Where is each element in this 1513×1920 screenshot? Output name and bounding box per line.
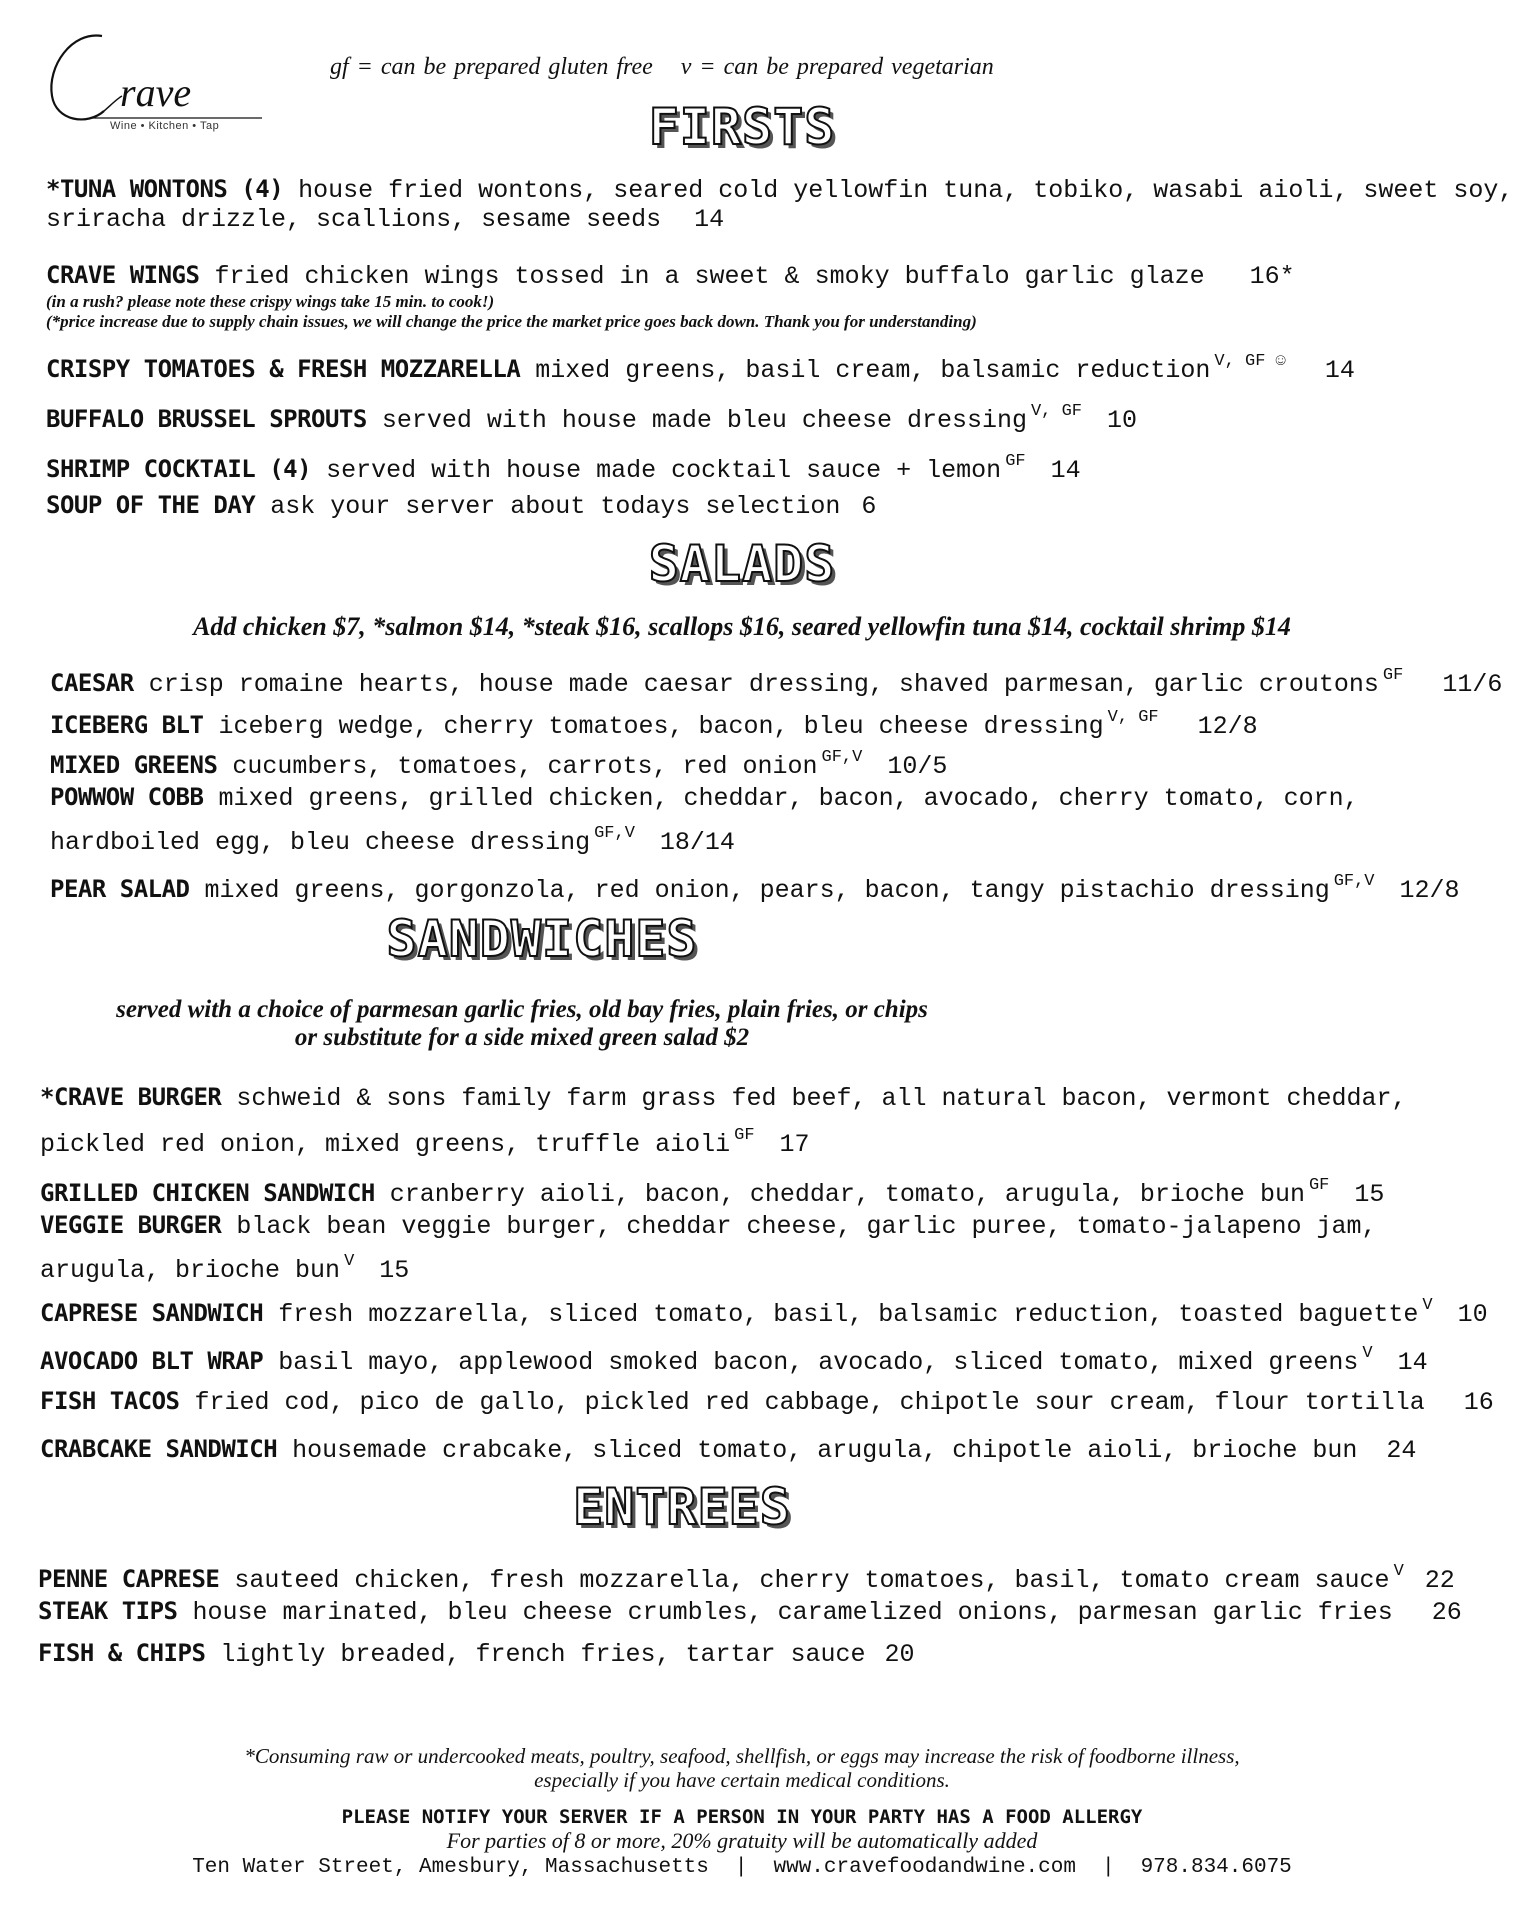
sides-line-2: or substitute for a side mixed green salad $2 xyxy=(294,1024,750,1051)
dietary-badge: GF,V xyxy=(821,748,863,767)
menu-item xyxy=(50,742,947,782)
dietary-badge: GF,V xyxy=(594,824,635,843)
item-price: 17 xyxy=(779,1130,810,1159)
v-legend: v = can be prepared vegetarian xyxy=(680,54,994,80)
sandwiches-title: SANDWICHES xyxy=(386,910,698,968)
item-price: 14 xyxy=(1397,1348,1428,1377)
dietary-badge: V xyxy=(1422,1296,1433,1315)
item-name: SOUP OF THE DAY xyxy=(46,491,256,519)
item-desc: cranberry aioli, bacon, cheddar, tomato, arugula, brioche bun xyxy=(389,1180,1305,1209)
item-price: 18/14 xyxy=(659,828,735,857)
item-desc: sriracha drizzle, scallions, sesame seeds xyxy=(46,205,662,234)
item-desc: house fried wontons, seared cold yellowfin tuna, tobiko, wasabi aioli, sweet soy, xyxy=(298,176,1513,205)
item-name: AVOCADO BLT WRAP xyxy=(40,1347,264,1375)
menu-item xyxy=(38,1638,915,1670)
item-name: SHRIMP COCKTAIL (4) xyxy=(46,455,312,483)
item-desc: mixed greens, basil cream, balsamic reduction xyxy=(535,356,1211,385)
item-desc: served with house made cocktail sauce + lemon xyxy=(326,456,1002,485)
address: Ten Water Street, Amesbury, Massachusetts xyxy=(192,1856,709,1879)
item-desc: hardboiled egg, bleu cheese dressing xyxy=(50,828,591,857)
item-price: 14 xyxy=(1324,356,1355,385)
item-desc: housemade crabcake, sliced tomato, arugula, chipotle aioli, brioche bun xyxy=(292,1436,1358,1465)
firsts-title: FIRSTS xyxy=(648,98,836,156)
item-name: PENNE CAPRESE xyxy=(38,1565,220,1593)
item-name: ICEBERG BLT xyxy=(50,711,204,739)
item-desc: fresh mozzarella, sliced tomato, basil, balsamic reduction, toasted baguette xyxy=(278,1300,1419,1329)
item-desc: fried chicken wings tossed in a sweet & smoky buffalo garlic glaze xyxy=(214,262,1205,291)
item-desc: basil mayo, applewood smoked bacon, avocado, sliced tomato, mixed greens xyxy=(278,1348,1359,1377)
item-price: 16* xyxy=(1249,262,1295,291)
item-desc: pickled red onion, mixed greens, truffle aioli xyxy=(40,1130,731,1159)
menu-item xyxy=(40,1290,1488,1330)
item-name: CAESAR xyxy=(50,669,134,697)
dietary-badge: GF xyxy=(1005,452,1026,471)
menu-item xyxy=(40,1082,1407,1114)
disclaimer-line-1: *Consuming raw or undercooked meats, poultry, seafood, shellfish, or eggs may increase the risk of foodborne illness, xyxy=(244,1744,1240,1768)
menu-item xyxy=(46,260,1295,292)
item-price: 10/5 xyxy=(887,752,948,781)
item-desc: mixed greens, grilled chicken, cheddar, bacon, avocado, cherry tomato, corn, xyxy=(218,784,1359,813)
item-name: MIXED GREENS xyxy=(50,751,218,779)
item-desc: iceberg wedge, cherry tomatoes, bacon, bleu cheese dressing xyxy=(218,712,1104,741)
menu-item-cont xyxy=(40,1246,409,1286)
wings-note: (in a rush? please note these crispy wings take 15 min. to cook!) xyxy=(46,292,495,311)
gf-legend: gf = can be prepared gluten free xyxy=(330,54,653,80)
menu-item xyxy=(50,866,1460,906)
item-desc: lightly breaded, french fries, tartar sauce xyxy=(220,1640,866,1669)
item-name: CRABCAKE SANDWICH xyxy=(40,1435,278,1463)
item-name: CRAVE WINGS xyxy=(46,261,200,289)
item-price: 22 xyxy=(1424,1566,1455,1595)
item-desc: cucumbers, tomatoes, carrots, red onion xyxy=(232,752,818,781)
menu-item-cont xyxy=(40,1120,810,1160)
price-note: (*price increase due to supply chain issues, we will change the price the market price goes back down. Thank you for understanding) xyxy=(46,312,977,331)
gratuity-notice: For parties of 8 or more, 20% gratuity will be automatically added xyxy=(446,1828,1038,1853)
item-price: 10 xyxy=(1457,1300,1488,1329)
item-price: 14 xyxy=(694,205,725,234)
menu-item-cont xyxy=(46,204,724,235)
menu-item xyxy=(46,346,1355,386)
item-price: 12/8 xyxy=(1399,876,1460,905)
disclaimer-line-2: especially if you have certain medical conditions. xyxy=(534,1768,950,1792)
item-name: FISH TACOS xyxy=(40,1387,180,1415)
item-price: 11/6 xyxy=(1442,670,1503,699)
item-price: 10 xyxy=(1107,406,1138,435)
item-desc: ask your server about todays selection xyxy=(270,492,841,521)
menu-item xyxy=(46,446,1081,486)
salad-addons: Add chicken $7, *salmon $14, *steak $16, scallops $16, seared yellowfin tuna $14, cocktail shrimp $14 xyxy=(193,612,1291,641)
entrees-title: ENTREES xyxy=(573,1478,791,1536)
item-price: 12/8 xyxy=(1197,712,1258,741)
item-price: 20 xyxy=(884,1640,915,1669)
menu-item xyxy=(46,174,1513,206)
item-desc: mixed greens, gorgonzola, red onion, pears, bacon, tangy pistachio dressing xyxy=(204,876,1330,905)
menu-item xyxy=(50,660,1502,700)
item-price: 6 xyxy=(861,492,877,521)
item-desc: served with house made bleu cheese dressing xyxy=(381,406,1027,435)
menu-item xyxy=(50,782,1359,814)
menu-item xyxy=(38,1596,1462,1628)
item-name: GRILLED CHICKEN SANDWICH xyxy=(40,1179,375,1207)
dietary-badge: V, GF ☺ xyxy=(1214,352,1286,371)
menu-item xyxy=(40,1386,1494,1418)
svg-text:rave: rave xyxy=(120,70,192,115)
item-name: VEGGIE BURGER xyxy=(40,1211,222,1239)
item-name: STEAK TIPS xyxy=(38,1597,178,1625)
item-desc: house marinated, bleu cheese crumbles, caramelized onions, parmesan garlic fries xyxy=(192,1598,1393,1627)
item-price: 24 xyxy=(1386,1436,1417,1465)
menu-item xyxy=(46,396,1137,436)
website-link[interactable]: www.cravefoodandwine.com xyxy=(773,1856,1076,1879)
item-desc: arugula, brioche bun xyxy=(40,1256,341,1285)
item-price: 26 xyxy=(1431,1598,1462,1627)
sides-line-1: served with a choice of parmesan garlic fries, old bay fries, plain fries, or chips xyxy=(116,996,928,1023)
menu-item xyxy=(40,1210,1377,1242)
separator: | xyxy=(734,1856,748,1879)
item-desc: sauteed chicken, fresh mozzarella, cherry tomatoes, basil, tomato cream sauce xyxy=(234,1566,1390,1595)
item-name: CAPRESE SANDWICH xyxy=(40,1299,264,1327)
item-desc: schweid & sons family farm grass fed beef, all natural bacon, vermont cheddar, xyxy=(236,1084,1407,1113)
menu-item-cont xyxy=(50,818,735,858)
dietary-badge: V, GF xyxy=(1030,402,1082,421)
item-desc: black bean veggie burger, cheddar cheese, garlic puree, tomato-jalapeno jam, xyxy=(236,1212,1377,1241)
item-name: FISH & CHIPS xyxy=(38,1639,206,1667)
dietary-badge: V xyxy=(344,1252,355,1271)
item-price: 15 xyxy=(1354,1180,1385,1209)
separator: | xyxy=(1101,1856,1115,1879)
item-price: 15 xyxy=(379,1256,410,1285)
item-desc: fried cod, pico de gallo, pickled red cabbage, chipotle sour cream, flour tortilla xyxy=(194,1388,1425,1417)
dietary-badge: GF,V xyxy=(1333,872,1375,891)
dietary-badge: GF xyxy=(734,1126,755,1145)
menu-item xyxy=(50,702,1258,742)
menu-item xyxy=(40,1170,1384,1210)
dietary-badge: GF xyxy=(1308,1176,1330,1195)
dietary-badge: GF xyxy=(1382,666,1404,685)
item-name: BUFFALO BRUSSEL SPROUTS xyxy=(46,405,367,433)
dietary-badge: V xyxy=(1393,1562,1404,1581)
logo-tagline: Wine • Kitchen • Tap xyxy=(110,120,220,132)
item-price: 16 xyxy=(1463,1388,1494,1417)
item-name: PEAR SALAD xyxy=(50,875,190,903)
menu-item xyxy=(40,1338,1428,1378)
menu-item xyxy=(38,1556,1455,1596)
dietary-badge: V, GF xyxy=(1107,708,1159,727)
phone-number[interactable]: 978.834.6075 xyxy=(1140,1856,1292,1879)
contact-line xyxy=(0,1856,1484,1879)
item-name: POWWOW COBB xyxy=(50,783,204,811)
dietary-badge: V xyxy=(1362,1344,1373,1363)
footer xyxy=(0,1744,1484,1879)
item-desc: crisp romaine hearts, house made caesar dressing, shaved parmesan, garlic croutons xyxy=(148,670,1379,699)
item-price: 14 xyxy=(1050,456,1081,485)
item-name: *CRAVE BURGER xyxy=(40,1083,222,1111)
dietary-legend xyxy=(330,54,994,81)
menu-item xyxy=(40,1434,1416,1466)
menu-item xyxy=(46,490,876,522)
item-name: *TUNA WONTONS (4) xyxy=(46,175,284,203)
item-name: CRISPY TOMATOES & FRESH MOZZARELLA xyxy=(46,355,521,383)
allergy-notice: PLEASE NOTIFY YOUR SERVER IF A PERSON IN YOUR PARTY HAS A FOOD ALLERGY xyxy=(341,1806,1143,1828)
salads-title: SALADS xyxy=(648,535,836,593)
